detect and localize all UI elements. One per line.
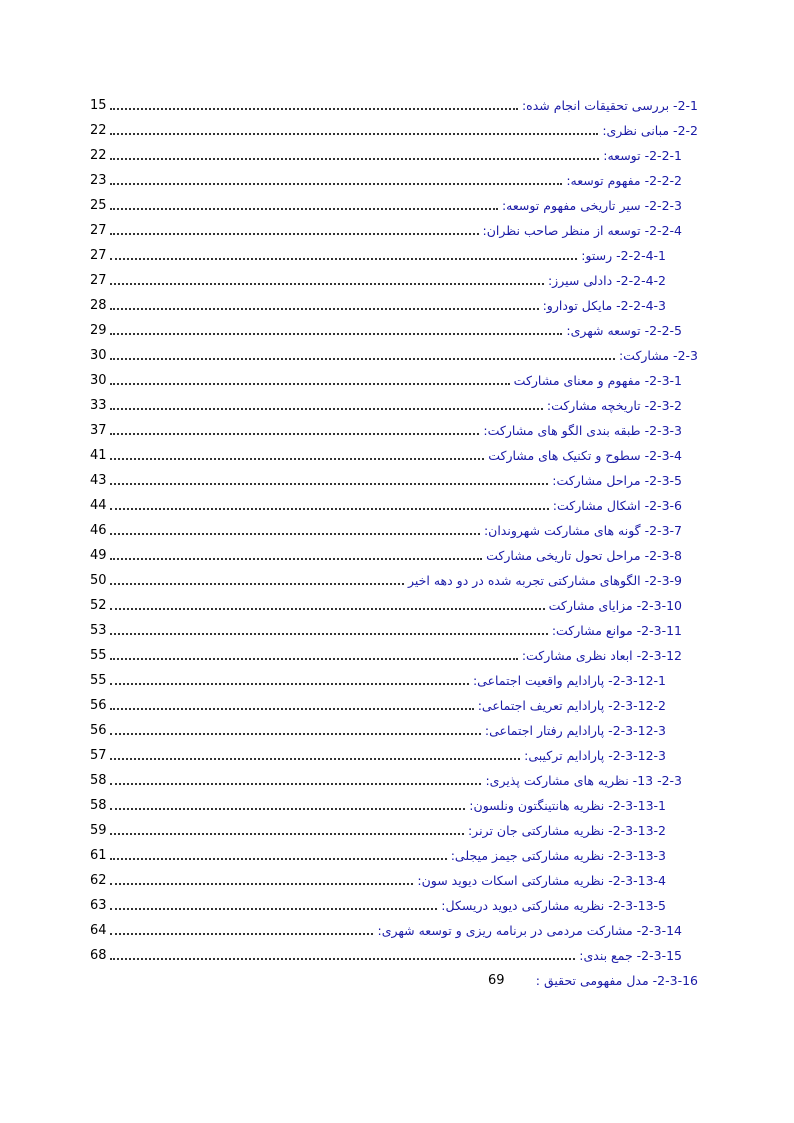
- toc-page-number: 33: [90, 398, 107, 413]
- toc-entry-title: 2-3-13-5- نظریه مشارکتی دیوید دریسکل:: [439, 893, 666, 918]
- toc-page-number: 43: [90, 473, 107, 488]
- toc-row[interactable]: [90, 693, 698, 718]
- toc-dot-leader: [110, 733, 481, 735]
- toc-page-number: 49: [90, 548, 107, 563]
- toc-row[interactable]: [90, 318, 698, 343]
- toc-dot-leader: [110, 758, 520, 760]
- toc-entry-title: 2-3-13-2- نظریه مشارکتی جان ترنر:: [466, 818, 666, 843]
- toc-entry-title: 2-3-5- مراحل مشارکت:: [550, 468, 682, 493]
- toc-dot-leader: [110, 358, 615, 360]
- toc-page-number: 55: [90, 648, 107, 663]
- toc-page-number: 64: [90, 923, 107, 938]
- table-of-contents: [90, 93, 698, 993]
- toc-dot-leader: [110, 508, 549, 510]
- toc-row[interactable]: [90, 918, 698, 943]
- toc-dot-leader: [110, 858, 447, 860]
- toc-row[interactable]: [90, 418, 698, 443]
- toc-dot-leader: [110, 308, 539, 310]
- toc-page-number: 29: [90, 323, 107, 338]
- toc-page-number: 68: [90, 948, 107, 963]
- toc-entry-title: 2-3-13-3- نظریه مشارکتی جیمز میجلی:: [449, 843, 666, 868]
- toc-entry-title: 2-2-5- توسعه شهری:: [564, 318, 682, 343]
- toc-entry-title: 2-3-16- مدل مفهومی تحقیق :: [534, 968, 698, 993]
- toc-page-number: 58: [90, 773, 107, 788]
- toc-page-number: 56: [90, 698, 107, 713]
- toc-entry-title: 2-2-1- توسعه:: [601, 143, 682, 168]
- toc-page-number: 59: [90, 823, 107, 838]
- toc-dot-leader: [110, 183, 562, 185]
- toc-entry-title: 2-3-12- ابعاد نظری مشارکت:: [520, 643, 682, 668]
- toc-row[interactable]: [90, 568, 698, 593]
- toc-page-number: 63: [90, 898, 107, 913]
- toc-row[interactable]: [90, 668, 698, 693]
- toc-row[interactable]: [90, 468, 698, 493]
- toc-dot-leader: [110, 208, 498, 210]
- toc-entry-title: 2-3- 13- نظریه های مشارکت پذیری:: [483, 768, 682, 793]
- toc-entry-title: 2-3-12-3- پارادایم ترکیبی:: [522, 743, 666, 768]
- toc-dot-leader: [110, 158, 599, 160]
- toc-row[interactable]: [90, 393, 698, 418]
- toc-dot-leader: [110, 283, 544, 285]
- toc-page-number: 27: [90, 248, 107, 263]
- toc-dot-leader: [110, 608, 545, 610]
- toc-dot-leader: [110, 783, 481, 785]
- toc-dot-leader: [110, 633, 548, 635]
- toc-row[interactable]: [90, 843, 698, 868]
- toc-page-number: 27: [90, 273, 107, 288]
- toc-row[interactable]: [90, 718, 698, 743]
- toc-dot-leader: [110, 483, 548, 485]
- toc-entry-title: 2-3-11- موانع مشارکت:: [550, 618, 682, 643]
- toc-dot-leader: [110, 708, 474, 710]
- toc-entry-title: 2-3-12-1- پارادایم واقعیت اجتماعی:: [471, 668, 666, 693]
- toc-entry-title: 2-3-10- مزایای مشارکت: [547, 593, 682, 618]
- toc-dot-leader: [110, 383, 510, 385]
- toc-entry-title: 2-3-12-2- پارادایم تعریف اجتماعی:: [476, 693, 666, 718]
- toc-dot-leader: [110, 933, 373, 935]
- toc-dot-leader: [110, 683, 469, 685]
- toc-entry-title: 2-3-2- تاریخچه مشارکت:: [545, 393, 682, 418]
- toc-row[interactable]: [90, 118, 698, 143]
- toc-dot-leader: [110, 133, 598, 135]
- toc-page-number: 28: [90, 298, 107, 313]
- toc-row[interactable]: [90, 743, 698, 768]
- toc-page-number: 22: [90, 123, 107, 138]
- toc-row[interactable]: [90, 343, 698, 368]
- toc-row[interactable]: [90, 93, 698, 118]
- toc-dot-leader: [110, 908, 437, 910]
- toc-row[interactable]: [90, 793, 698, 818]
- toc-page-number: 55: [90, 673, 107, 688]
- toc-page-number: 52: [90, 598, 107, 613]
- toc-entry-title: 2-3- مشارکت:: [617, 343, 698, 368]
- toc-entry-title: 2-1- بررسی تحقیقات انجام شده:: [520, 93, 698, 118]
- toc-row[interactable]: [90, 543, 698, 568]
- toc-row[interactable]: [90, 643, 698, 668]
- toc-row[interactable]: [90, 818, 698, 843]
- toc-dot-leader: [110, 658, 518, 660]
- toc-page-number: 15: [90, 98, 107, 113]
- toc-page-number: 46: [90, 523, 107, 538]
- toc-entry-title: 2-3-3- طبقه بندی الگو های مشارکت:: [481, 418, 682, 443]
- toc-dot-leader: [110, 233, 479, 235]
- toc-page-number: 44: [90, 498, 107, 513]
- toc-page-number: 57: [90, 748, 107, 763]
- toc-entry-title: 2-3-15- جمع بندی:: [577, 943, 682, 968]
- toc-page-number: 30: [90, 348, 107, 363]
- toc-page-number: 41: [90, 448, 107, 463]
- toc-row[interactable]: [90, 593, 698, 618]
- toc-page-number: 61: [90, 848, 107, 863]
- toc-page-number: 58: [90, 798, 107, 813]
- toc-dot-leader: [110, 333, 562, 335]
- toc-dot-leader: [110, 458, 484, 460]
- toc-row[interactable]: [90, 293, 698, 318]
- toc-row[interactable]: [90, 168, 698, 193]
- toc-row[interactable]: [90, 493, 698, 518]
- toc-entry-title: 2-2-3- سیر تاریخی مفهوم توسعه:: [500, 193, 682, 218]
- toc-row[interactable]: [90, 868, 698, 893]
- toc-row[interactable]: [90, 768, 698, 793]
- toc-entry-title: 2-3-4- سطوح و تکنیک های مشارکت: [486, 443, 682, 468]
- toc-page-number: 27: [90, 223, 107, 238]
- toc-entry-title: 2-2- مبانی نظری:: [600, 118, 698, 143]
- toc-entry-title: 2-2-4-2- دادلی سیرز:: [546, 268, 666, 293]
- toc-page-number: 69: [488, 973, 505, 988]
- toc-entry-title: 2-3-8- مراحل تحول تاریخی مشارکت: [484, 543, 682, 568]
- toc-entry-title: 2-2-4-3- مایکل تودارو:: [541, 293, 666, 318]
- toc-entry-title: 2-2-4- توسعه از منظر صاحب نظران:: [481, 218, 682, 243]
- toc-entry-title: 2-3-1- مفهوم و معنای مشارکت: [512, 368, 682, 393]
- toc-row[interactable]: [90, 943, 698, 968]
- toc-page-number: 56: [90, 723, 107, 738]
- toc-row[interactable]: [90, 268, 698, 293]
- toc-dot-leader: [110, 808, 465, 810]
- toc-row[interactable]: [90, 618, 698, 643]
- toc-dot-leader: [110, 833, 464, 835]
- toc-row[interactable]: [90, 968, 698, 993]
- toc-entry-title: 2-2-2- مفهوم توسعه:: [564, 168, 682, 193]
- toc-page-number: 25: [90, 198, 107, 213]
- toc-page-number: 22: [90, 148, 107, 163]
- toc-page-number: 50: [90, 573, 107, 588]
- toc-entry-title: 2-2-4-1- رستو:: [579, 243, 666, 268]
- toc-page-number: 23: [90, 173, 107, 188]
- toc-dot-leader: [110, 433, 479, 435]
- toc-dot-leader: [110, 558, 482, 560]
- toc-page-number: 62: [90, 873, 107, 888]
- toc-row[interactable]: [90, 218, 698, 243]
- toc-dot-leader: [110, 533, 480, 535]
- toc-entry-title: 2-3-13-4- نظریه مشارکتی اسکات دیوید سون:: [415, 868, 666, 893]
- toc-dot-leader: [110, 883, 413, 885]
- toc-row[interactable]: [90, 518, 698, 543]
- toc-entry-title: 2-3-9- الگوهای مشارکتی تجربه شده در دو دهه اخیر: [406, 568, 682, 593]
- toc-dot-leader: [110, 958, 575, 960]
- toc-dot-leader: [110, 258, 577, 260]
- toc-dot-leader: [110, 583, 404, 585]
- toc-dot-leader: [110, 108, 518, 110]
- toc-entry-title: 2-3-14- مشارکت مردمی در برنامه ریزی و توسعه شهری:: [376, 918, 683, 943]
- toc-entry-title: 2-3-7- گونه های مشارکت شهروندان:: [482, 518, 682, 543]
- toc-page-number: 30: [90, 373, 107, 388]
- toc-entry-title: 2-3-12-3- پارادایم رفتار اجتماعی:: [483, 718, 666, 743]
- toc-entry-title: 2-3-6- اشکال مشارکت:: [551, 493, 682, 518]
- toc-dot-leader: [110, 408, 543, 410]
- toc-row[interactable]: [90, 368, 698, 393]
- toc-entry-title: 2-3-13-1- نظریه هانتینگتون ونلسون:: [467, 793, 666, 818]
- toc-row[interactable]: [90, 443, 698, 468]
- toc-row[interactable]: [90, 193, 698, 218]
- toc-row[interactable]: [90, 893, 698, 918]
- toc-row[interactable]: [90, 143, 698, 168]
- toc-row[interactable]: [90, 243, 698, 268]
- toc-page-number: 37: [90, 423, 107, 438]
- toc-page-number: 53: [90, 623, 107, 638]
